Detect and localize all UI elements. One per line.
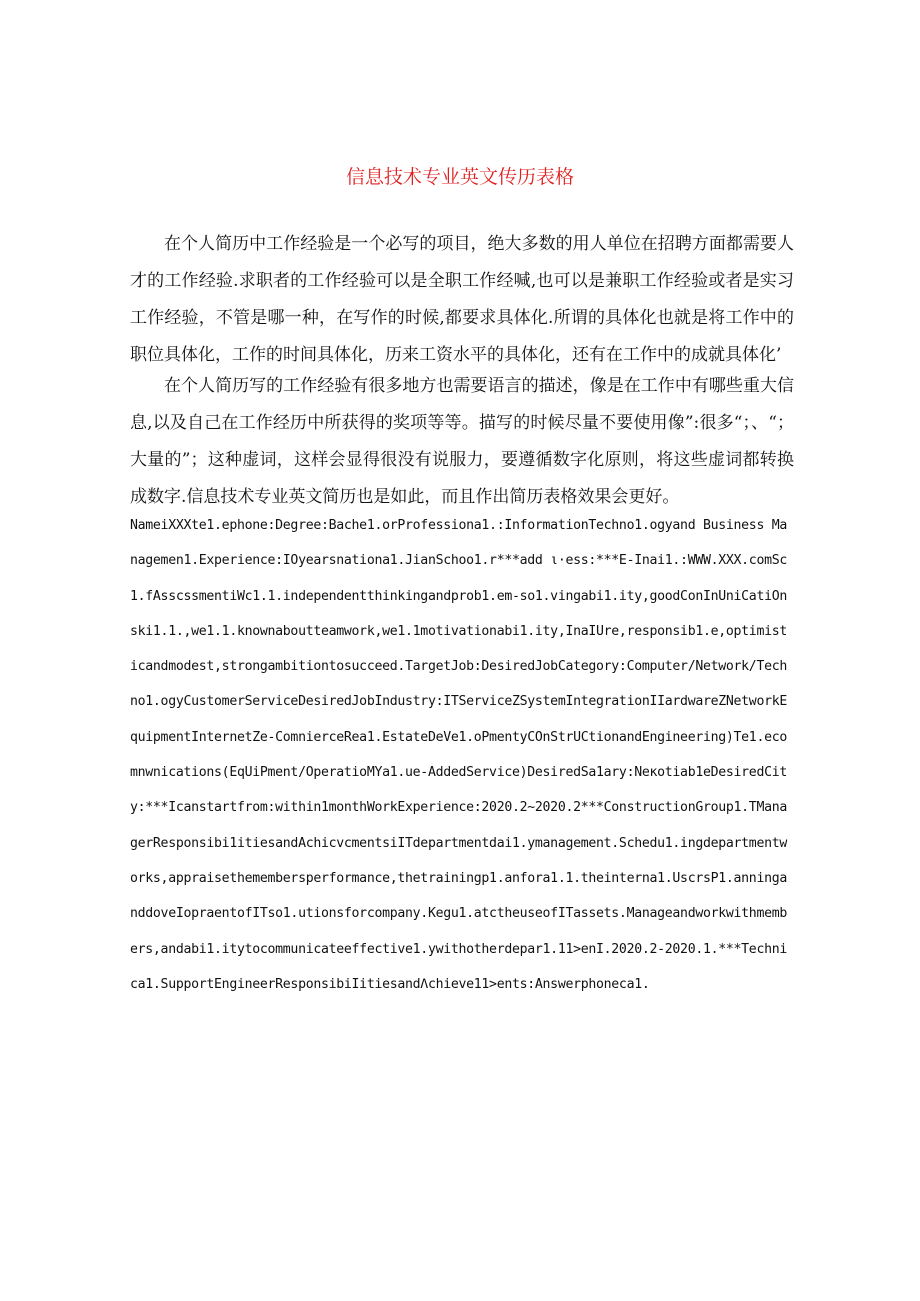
paragraph-language-description: 在个人简历写的工作经验有很多地方也需要语言的描述，像是在工作中有哪些重大信息,以及自己在工作经历中所获得的奖项等等。描写的时候尽量不要使用像”:很多“；、“；大量的”；这种虚词，这样会显得很没有说服力，要遵循数字化原则，将这些虚词都转换成数字.信息技术专业英文简历也是如此，而且作出简历表格效果会更好。 xyxy=(130,376,794,507)
resume-body-text: NameiXXXte1.ephone:Degree:Bache1.orProfessiona1.:InformationTechno1.ogyand Business Managemen1.Experience:IOyearsnationa1.JianSchoo1.r***add ι·ess:***E-Inai1.:WWW.XXX.comSc1.fAsscssmentiWc1.1.independentthinkingandprob1.em-so1.vingabi1.ity,goodConInUniCatiOnski1.1.,we1.1.knownaboutteamwork,we1.1motivationabi1.ity,InaIUre,responsib1.e,optimisticandmodest,strongambitiontosucceed.TargetJob:DesiredJobCategory:Computer/Network/Techno1.ogyCustomerServiceDesiredJobIndustry:ITServiceZSystemIntegrationIIardwareZNetworkEquipmentInternetZe-ComnierceRea1.EstateDeVe1.oPmentyCOnStrUCtionandEngineering)Te1.ecomnwnications(EqUiPment/OperatioMYa1.ue-AddedService)DesiredSa1ary:Neκotiab1eDesiredCity:***Icanstartfrom:within1monthWorkExperience:2020.2~2020.2***ConstructionGroup1.TManagerResponsibi1itiesandAchicvcmentsiITdepartmentdai1.ymanagement.Schedu1.ingdepartmentworks,appraisethemembersperformance,thetrainingp1.anfora1.1.theinterna1.UscrsP1.anninganddoveIopraentofITso1.utionsforcompany.Kegu1.atctheuseofITassets.Manageandworkwithmembers,andabi1.itytocommunicateeffective1.ywithotherdepar1.11>enI.2020.2-2020.1.***Technica1.SupportEngineerResponsibiIitiesandΛchieve11>ents:Answerphoneca1. xyxy=(130,518,788,992)
document-title: 信息技术专业英文传历表格 xyxy=(345,166,574,188)
paragraph-work-experience-intro: 在个人简历中工作经验是一个必写的项目，绝大多数的用人单位在招聘方面都需要人才的工作经验.求职者的工作经验可以是全职工作经喊,也可以是兼职工作经验或者是实习工作经验，不管是哪一种，在写作的时候,都要求具体化.所谓的具体化也就是将工作中的职位具体化，工作的时间具体化，历来工资水平的具体化，还有在工作中的成就具体化’ xyxy=(130,234,794,365)
